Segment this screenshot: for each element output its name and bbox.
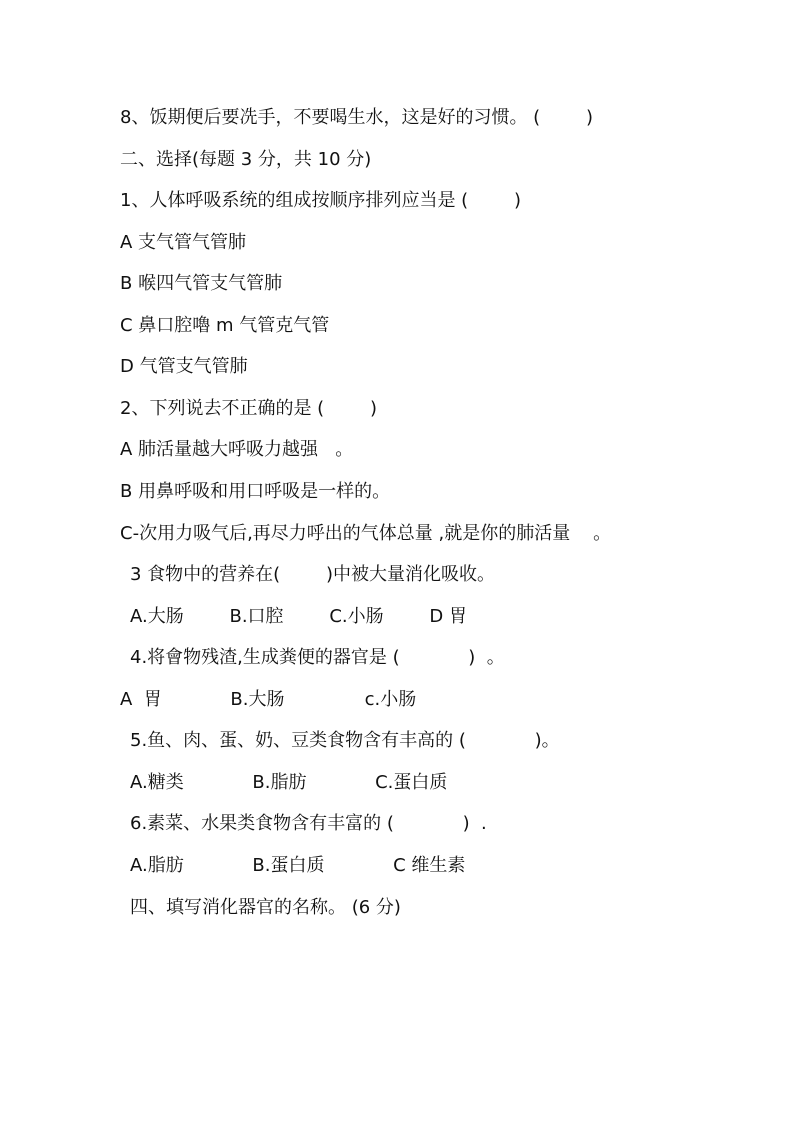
q4-options: A 胃 B.大肠 c.小肠 — [120, 689, 417, 710]
q1-option-c: C 鼻口腔嚕 m 气管克气管 — [120, 315, 330, 336]
section-2-heading: 二、选择(每题 3 分，共 10 分) — [120, 149, 372, 170]
q1-option-a: A 支气管气管肺 — [120, 232, 247, 253]
q2-option-a: A 肺活量越大呼吸力越强 。 — [120, 439, 354, 460]
question-2: 2、下列说去不正确的是 ( ) — [120, 398, 377, 419]
q1-option-b: B 喉四气管支气管肺 — [120, 273, 283, 294]
q2-option-b: B 用鼻呼吸和用口呼吸是一样的。 — [120, 481, 391, 502]
question-6: 6.素菜、水果类食物含有丰富的 ( ) . — [130, 813, 487, 834]
question-4: 4.将會物残渣,生成粪便的器官是 ( ) 。 — [130, 647, 505, 668]
q2-option-c: C-次用力吸气后,再尽力呼出的气体总量 ,就是你的肺活量 。 — [120, 523, 612, 544]
q3-options: A.大肠 B.口腔 C.小肠 D 胃 — [130, 606, 467, 627]
question-3: 3 食物中的营养在( )中被大量消化吸收。 — [130, 564, 495, 585]
q5-options: A.糖类 B.脂肪 C.蛋白质 — [130, 772, 448, 793]
question-1: 1、人体呼吸系统的组成按顺序排列应当是 ( ) — [120, 190, 521, 211]
section-4-heading: 四、填写消化器官的名称。 (6 分) — [130, 897, 401, 918]
q1-option-d: D 气管支气管肺 — [120, 356, 248, 377]
q6-options: A.脂肪 B.蛋白质 C 维生素 — [130, 855, 466, 876]
question-8-judgement: 8、饭期便后要冼手，不要喝生水，这是好的习惯。 ( ) — [120, 107, 593, 128]
question-5: 5.鱼、肉、蛋、奶、豆类食物含有丰高的 ( )。 — [130, 730, 560, 751]
